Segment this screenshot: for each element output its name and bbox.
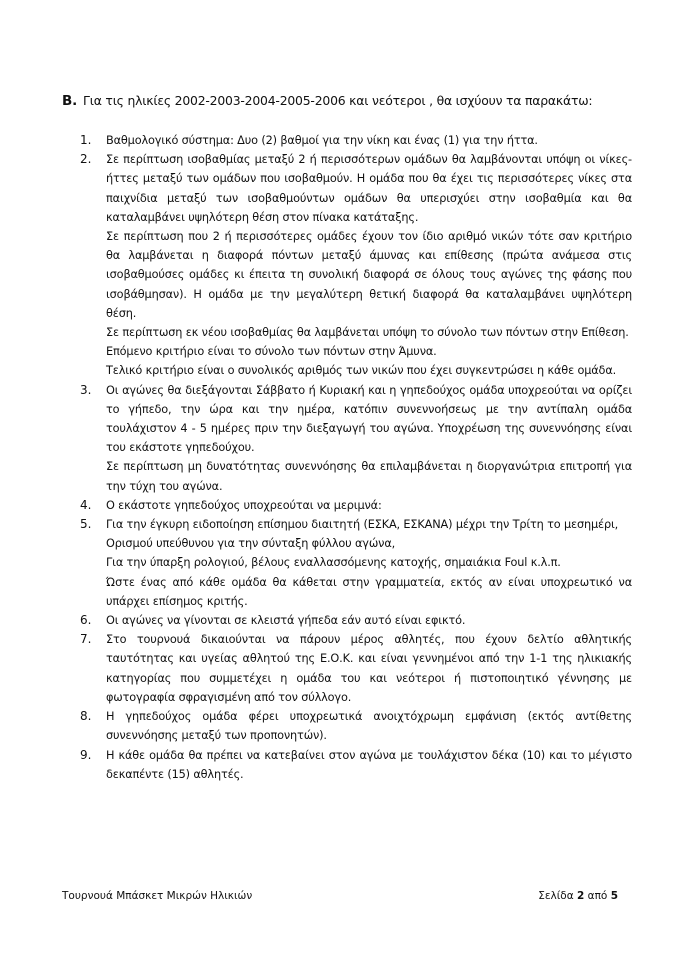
rule-paragraph: Για την ύπαρξη ρολογιού, βέλους εναλλασσόμενης κατοχής, σημαιάκια Foul κ.λ.π. (106, 556, 561, 570)
rule-paragraph: Ορισμού υπεύθυνου για την σύνταξη φύλλου αγώνα, (106, 537, 396, 551)
rule-number: 7. (80, 632, 92, 647)
rule-number: 9. (80, 747, 92, 762)
footer-page-label: Σελίδα (538, 890, 574, 902)
footer-current-page: 2 (577, 890, 585, 902)
rule-number: 6. (80, 613, 92, 628)
rule-paragraph: Στο τουρνουά δικαιούνται να πάρουν μέρος αθλητές, που έχουν δελτίο αθλητικής ταυτότητας και υγείας αθλητού της Ε.Ο.Κ. και είναι γεννημένοι από την 1-1 της ηλικιακής κατηγορίας που συμμετέχει η ομάδα του και νεότεροι ή πιστοποιητικό γέννησης με φωτογραφία σφραγισμένη από τον σύλλογο. (106, 633, 632, 704)
rule-item (80, 150, 632, 380)
rule-paragraph: Για την έγκυρη ειδοποίηση επίσημου διαιτητή (ΕΣΚΑ, ΕΣΚΑΝΑ) μέχρι την Τρίτη το μεσημέρι, (106, 518, 619, 532)
rule-item (80, 746, 632, 784)
footer-page-number (538, 890, 618, 902)
rule-number: 4. (80, 497, 92, 512)
rule-paragraph: Η γηπεδούχος ομάδα φέρει υποχρεωτικά ανοιχτόχρωμη εμφάνιση (εκτός αντίθετης συνεννόησης μεταξύ των προπονητών). (106, 710, 632, 743)
rule-paragraph: Σε περίπτωση εκ νέου ισοβαθμίας θα λαμβάνεται υπόψη το σύνολο των πόντων στην Επίθεση. (106, 326, 629, 340)
footer-of-label: από (587, 890, 608, 902)
rule-number: 5. (80, 517, 92, 532)
footer-title: Τουρνουά Μπάσκετ Μικρών Ηλικιών (62, 890, 253, 902)
rule-paragraph: Οι αγώνες θα διεξάγονται Σάββατο ή Κυριακή και η γηπεδούχος ομάδα υποχρεούται να ορίζει το γήπεδο, την ώρα και την ημέρα, κατόπιν συνεννοήσεως με την αντίπαλη ομάδα τουλάχιστον 4 - 5 ημέρες πριν την διεξαγωγή του αγώνα. Υποχρέωση της συνεννόησης είναι του εκάστοτε γηπεδούχου. (106, 383, 632, 455)
rule-number: 3. (80, 382, 92, 397)
rule-item (80, 630, 632, 707)
rule-item (80, 707, 632, 745)
rule-item (80, 611, 632, 630)
rule-paragraph: Σε περίπτωση ισοβαθμίας μεταξύ 2 ή περισσότερων ομάδων θα λαμβάνονται υπόψη οι νίκες-ήττες μεταξύ των ομάδων που ισοβαθμούν. Η ομάδα που θα έχει τις περισσότερες νίκες στα παιχνίδια μεταξύ των ισοβαθμούντων ομάδων θα υπερισχύει στην ισοβαθμία και θα καταλαμβάνει υψηλότερη θέση στον πίνακα κατάταξης. (106, 153, 632, 224)
rule-paragraph: Ώστε ένας από κάθε ομάδα θα κάθεται στην γραμματεία, εκτός αν είναι υποχρεωτικό να υπάρχει επίσημος κριτής. (106, 575, 632, 608)
rule-item (80, 496, 632, 515)
rule-item (80, 131, 632, 150)
section-heading-text: Για τις ηλικίες 2002-2003-2004-2005-2006 και νεότεροι , θα ισχύουν τα παρακάτω: (83, 93, 593, 108)
section-heading (62, 93, 652, 109)
rule-item (80, 381, 632, 496)
rule-paragraph: Οι αγώνες να γίνονται σε κλειστά γήπεδα εάν αυτό είναι εφικτό. (106, 614, 466, 628)
rule-number: 2. (80, 152, 92, 167)
rules-list (80, 131, 632, 784)
rule-paragraph: Σε περίπτωση μη δυνατότητας συνεννόησης θα επιλαμβάνεται η διοργανώτρια επιτροπή για την τύχη του αγώνα. (106, 460, 632, 493)
rule-paragraph: Βαθμολογικό σύστημα: Δυο (2) βαθμοί για την νίκη και ένας (1) για την ήττα. (106, 134, 538, 147)
footer-total-pages: 5 (610, 890, 618, 902)
rule-number: 8. (80, 709, 92, 724)
rule-paragraph: Η κάθε ομάδα θα πρέπει να κατεβαίνει στον αγώνα με τουλάχιστον δέκα (10) και το μέγιστο δεκαπέντε (15) αθλητές. (106, 748, 632, 781)
section-letter: Β. (62, 93, 78, 109)
rule-paragraph: Ο εκάστοτε γηπεδούχος υποχρεούται να μεριμνά: (106, 498, 382, 512)
rule-number: 1. (80, 133, 92, 147)
rule-paragraph: Σε περίπτωση που 2 ή περισσότερες ομάδες έχουν τον ίδιο αριθμό νικών τότε σαν κριτήριο θα λαμβάνεται η διαφορά πόντων μεταξύ άμυνας και επίθεσης (πρώτα ανάμεσα στις ισοβαθμούσες ομάδες κι έπειτα τη συνολική διαφορά σε όλους τους αγώνες της φάσης που ισοβάθμησαν). Η ομάδα με την μεγαλύτερη θετική διαφορά θα καταλαμβάνει υψηλότερη θέση. (106, 230, 632, 320)
rule-paragraph: Επόμενο κριτήριο είναι το σύνολο των πόντων στην Άμυνα. (106, 345, 437, 359)
rule-item (80, 515, 632, 611)
rule-paragraph: Τελικό κριτήριο είναι ο συνολικός αριθμός των νικών που έχει συγκεντρώσει η κάθε ομάδα. (106, 364, 617, 378)
